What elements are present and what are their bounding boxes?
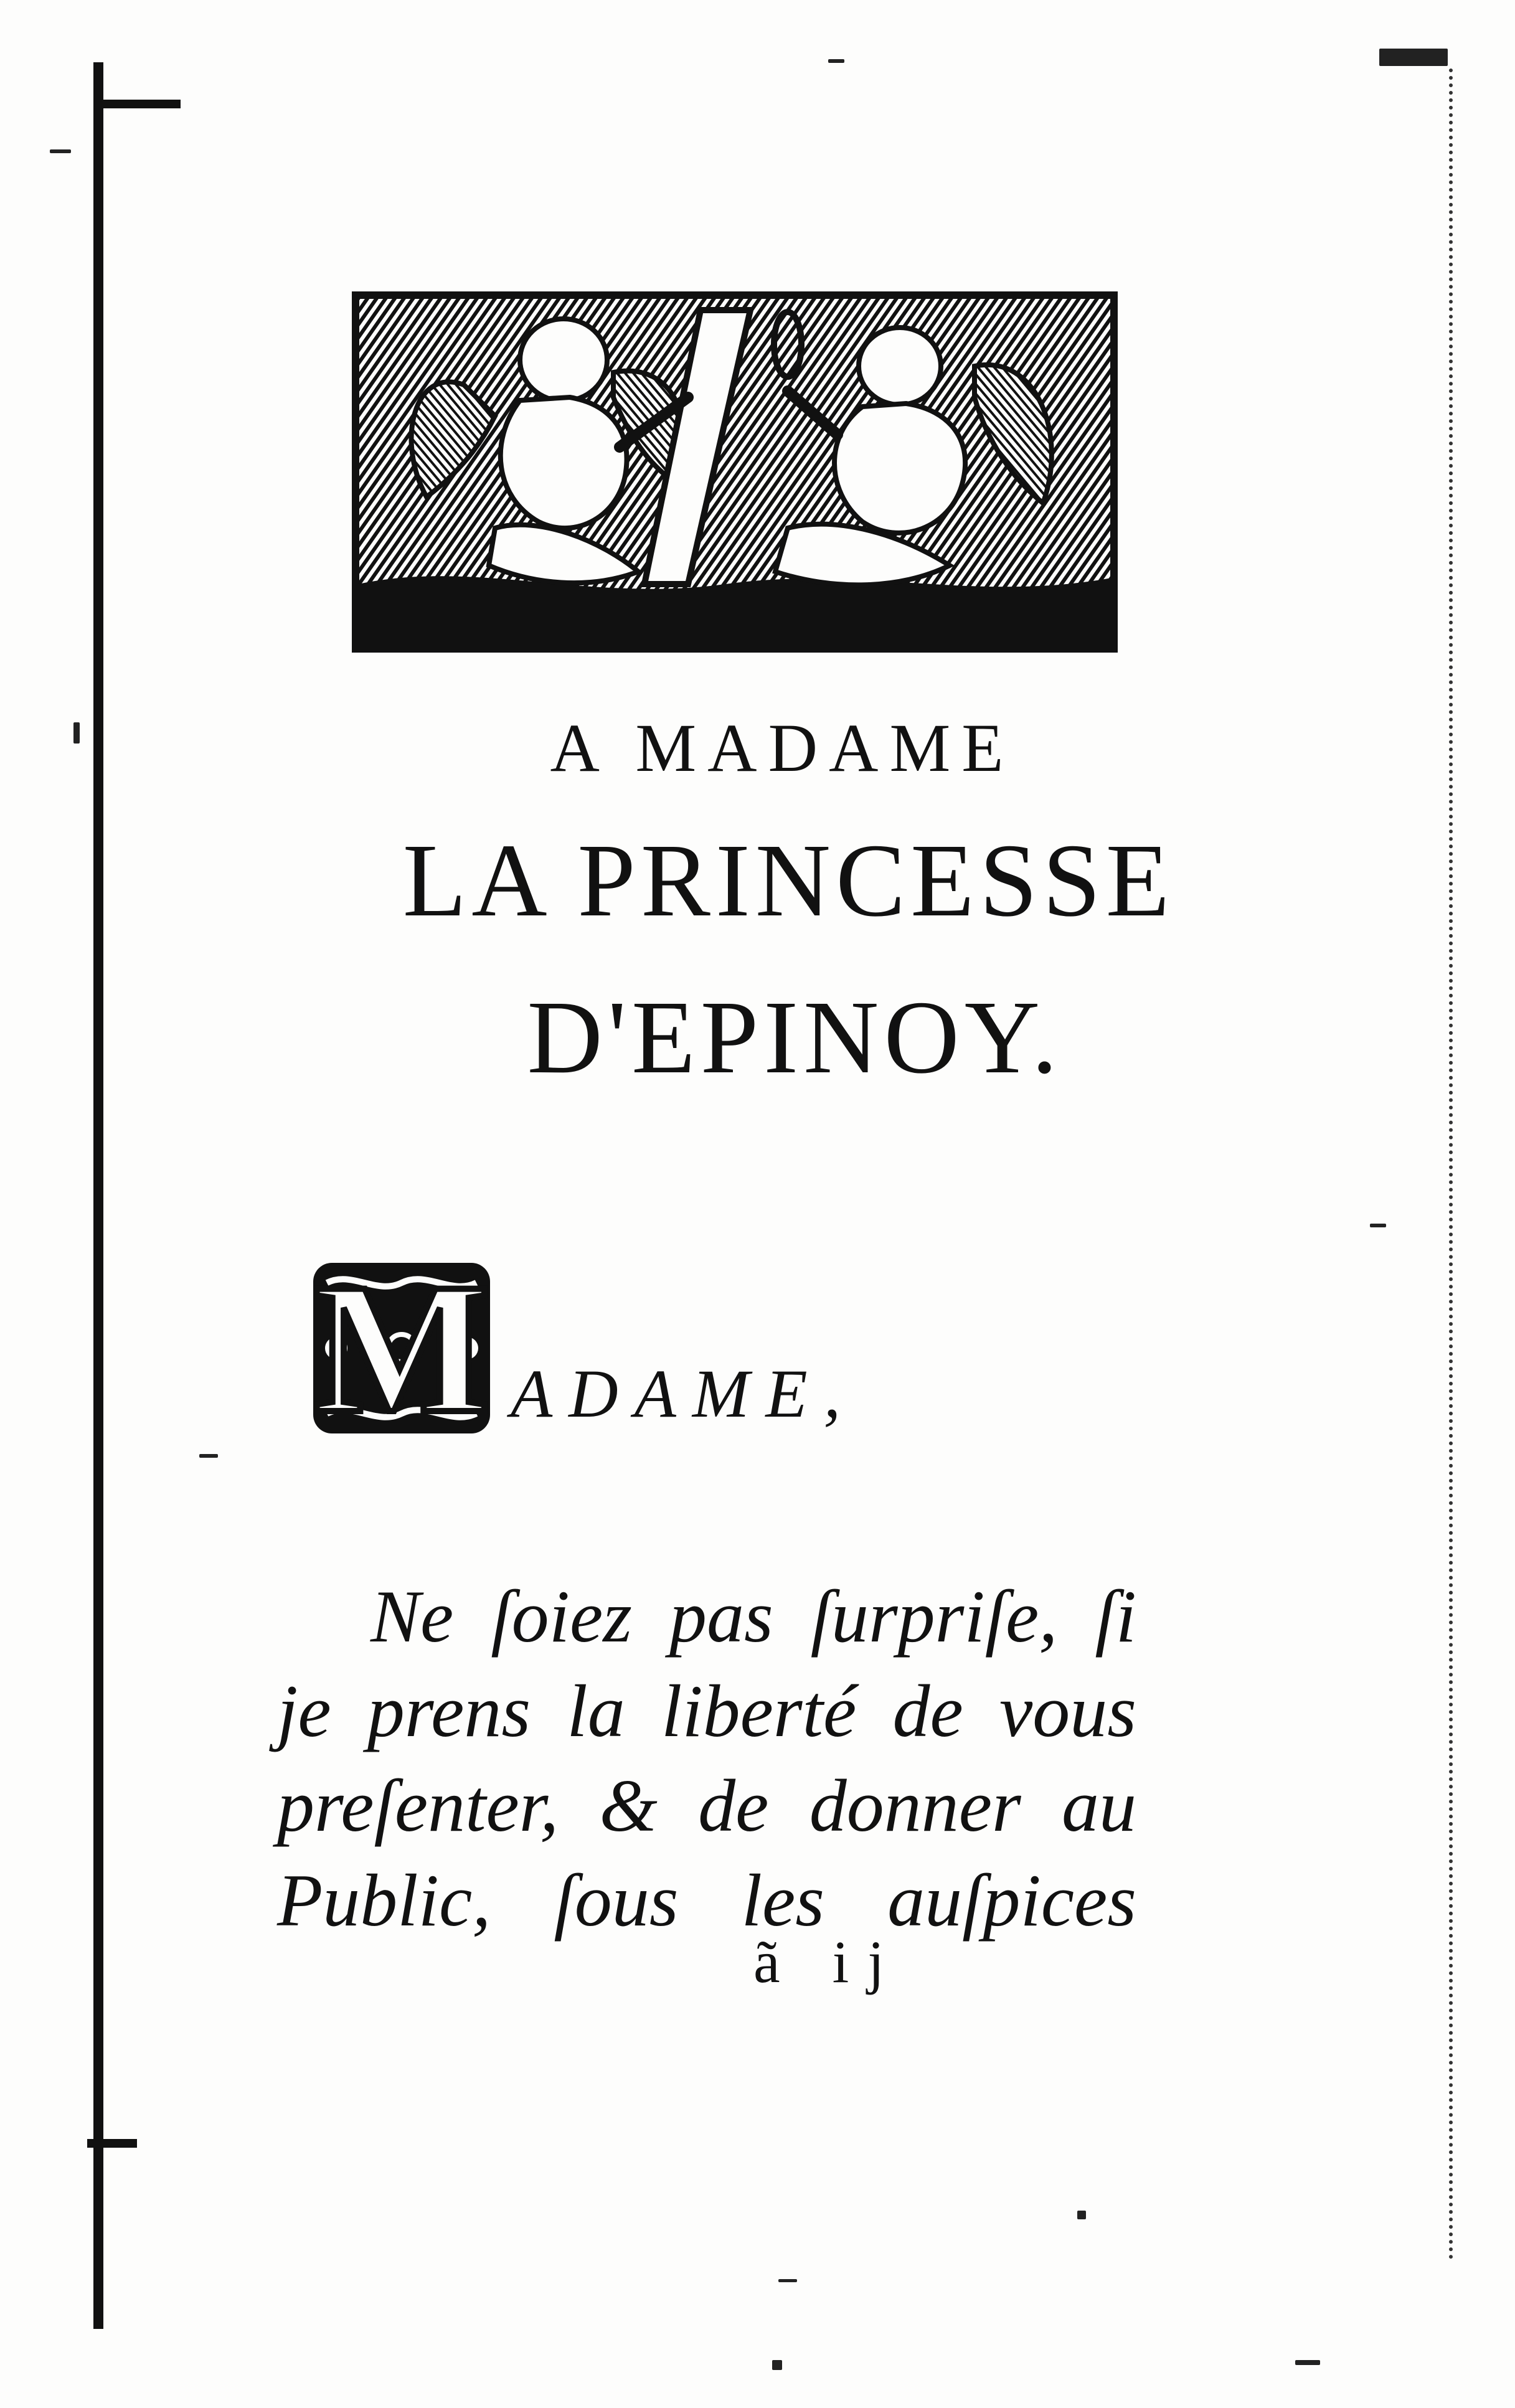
dedication-heading-line-3: D'EPINOY. [527,980,1063,1095]
binding-rule [93,62,103,2329]
speck [828,59,844,63]
speck [1379,49,1448,66]
speck [1295,2360,1320,2365]
speck [50,149,71,153]
dedication-heading-line-2: LA PRINCESSE [402,823,1175,938]
woodcut-headpiece [352,291,1118,653]
speck [199,1454,218,1458]
body-line: preſenter, & de donner au [277,1764,1136,1847]
body-line: Public, ſous les auſpices [277,1859,1136,1942]
speck [778,2279,797,2282]
dedication-body [277,1569,1136,1948]
body-line: je prens la liberté de vous [277,1669,1136,1752]
signature-mark: ã ij [753,1929,903,1995]
speck [772,2360,782,2370]
salutation-text: ADAME, [511,1356,857,1432]
binding-tick-top [93,100,181,108]
page-edge [1445,68,1453,2260]
speck [1077,2211,1086,2219]
speck [1370,1224,1386,1227]
body-line: Ne ſoiez pas ſurpriſe, ſi [370,1575,1136,1658]
initial-letter: M [313,1245,490,1452]
decorated-initial [308,1245,495,1452]
dedication-heading-line-1: A MADAME [550,710,1015,786]
binding-tick-bottom [87,2139,137,2148]
cherubs-woodcut-icon [352,291,1118,653]
